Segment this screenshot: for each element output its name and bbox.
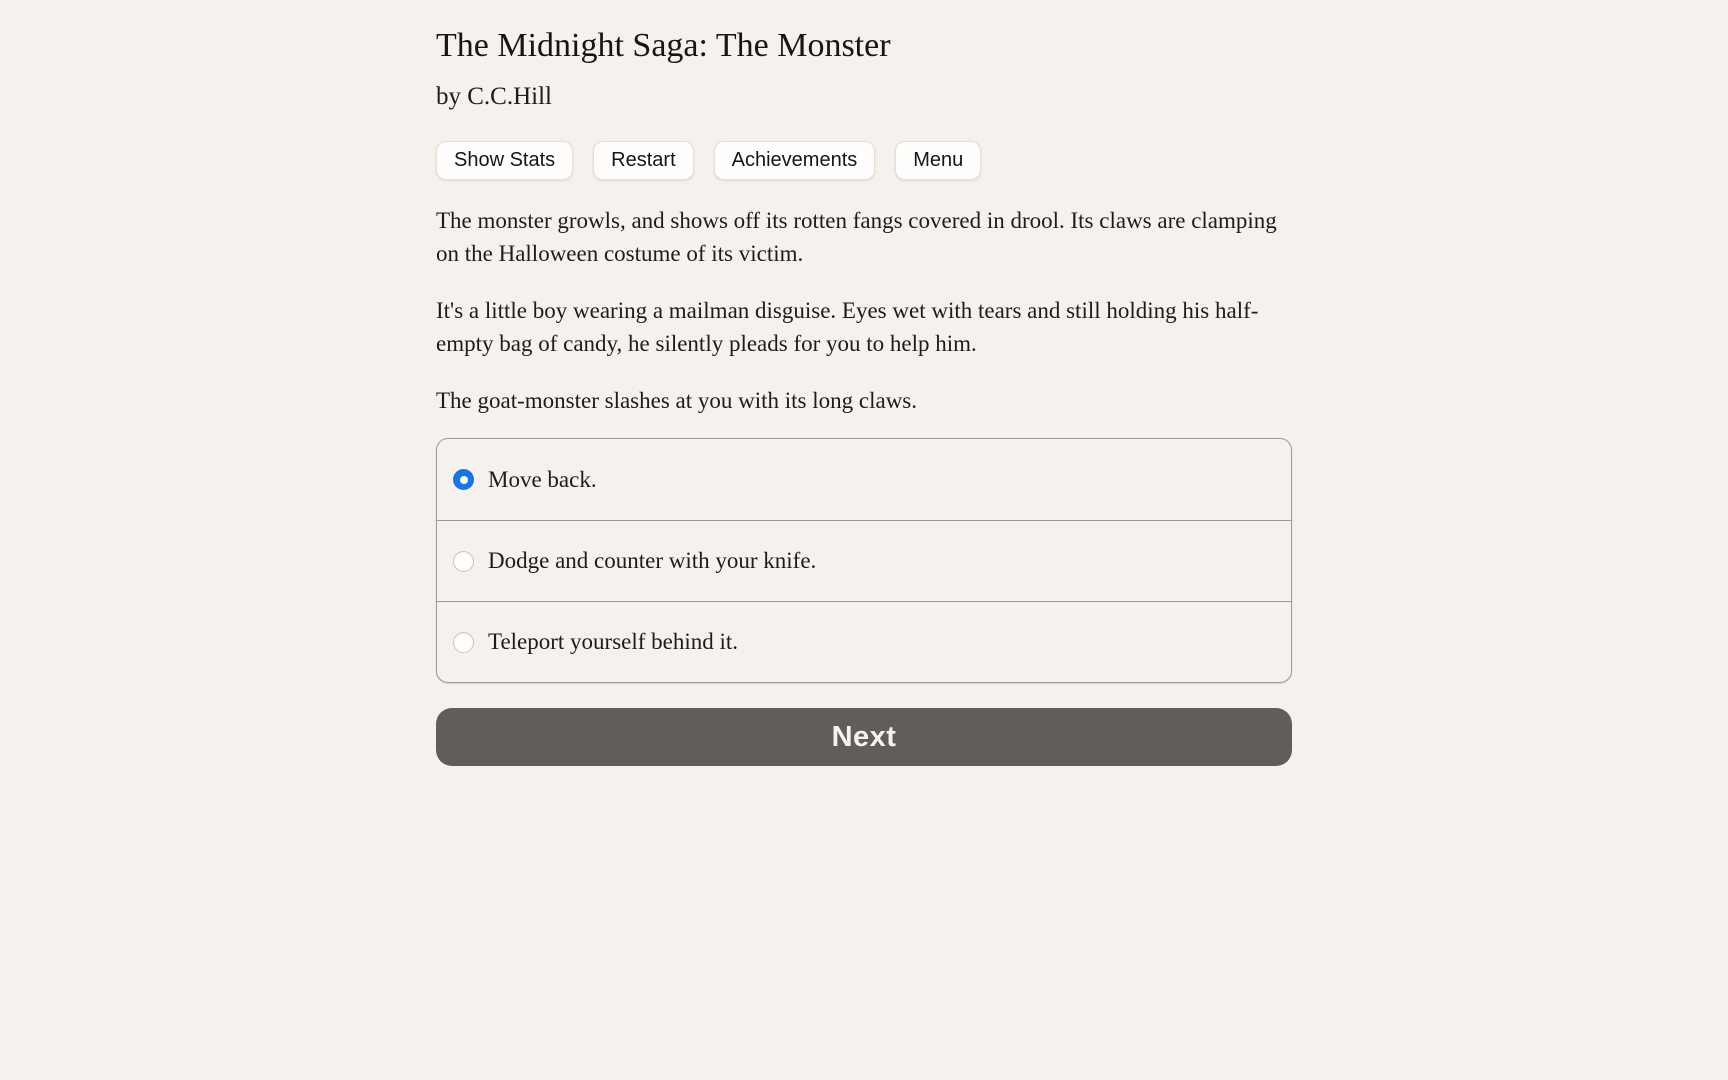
menu-button[interactable]: Menu (895, 141, 981, 180)
story-title: The Midnight Saga: The Monster (436, 27, 891, 64)
story-paragraph: The goat-monster slashes at you with its long claws. (436, 388, 918, 413)
author-byline: by C.C.Hill (436, 83, 552, 110)
game-page (436, 0, 1292, 766)
story-paragraph: It's a little boy wearing a mailman disguise. Eyes wet with tears and still holding his half-empty bag of candy, he silently pleads for you to help him. (436, 298, 1259, 356)
choice-option-teleport[interactable] (437, 601, 1291, 682)
choice-radio-2[interactable] (453, 632, 474, 653)
achievements-button[interactable]: Achievements (714, 141, 876, 180)
choice-label: Dodge and counter with your knife. (488, 548, 817, 573)
story-text (436, 204, 1292, 417)
next-button[interactable]: Next (436, 708, 1292, 766)
choice-radio-1[interactable] (453, 551, 474, 572)
restart-button[interactable]: Restart (593, 141, 693, 180)
toolbar (436, 141, 1292, 180)
choice-radio-0[interactable] (453, 469, 474, 490)
choice-label: Teleport yourself behind it. (488, 629, 739, 654)
choice-label: Move back. (488, 466, 597, 492)
choice-group (436, 438, 1292, 683)
show-stats-button[interactable]: Show Stats (436, 141, 573, 180)
story-paragraph: The monster growls, and shows off its rotten fangs covered in drool. Its claws are clamping on the Halloween costume of its victim. (436, 208, 1277, 266)
choice-option-dodge-counter[interactable] (437, 520, 1291, 601)
choice-option-move-back[interactable] (437, 439, 1291, 520)
